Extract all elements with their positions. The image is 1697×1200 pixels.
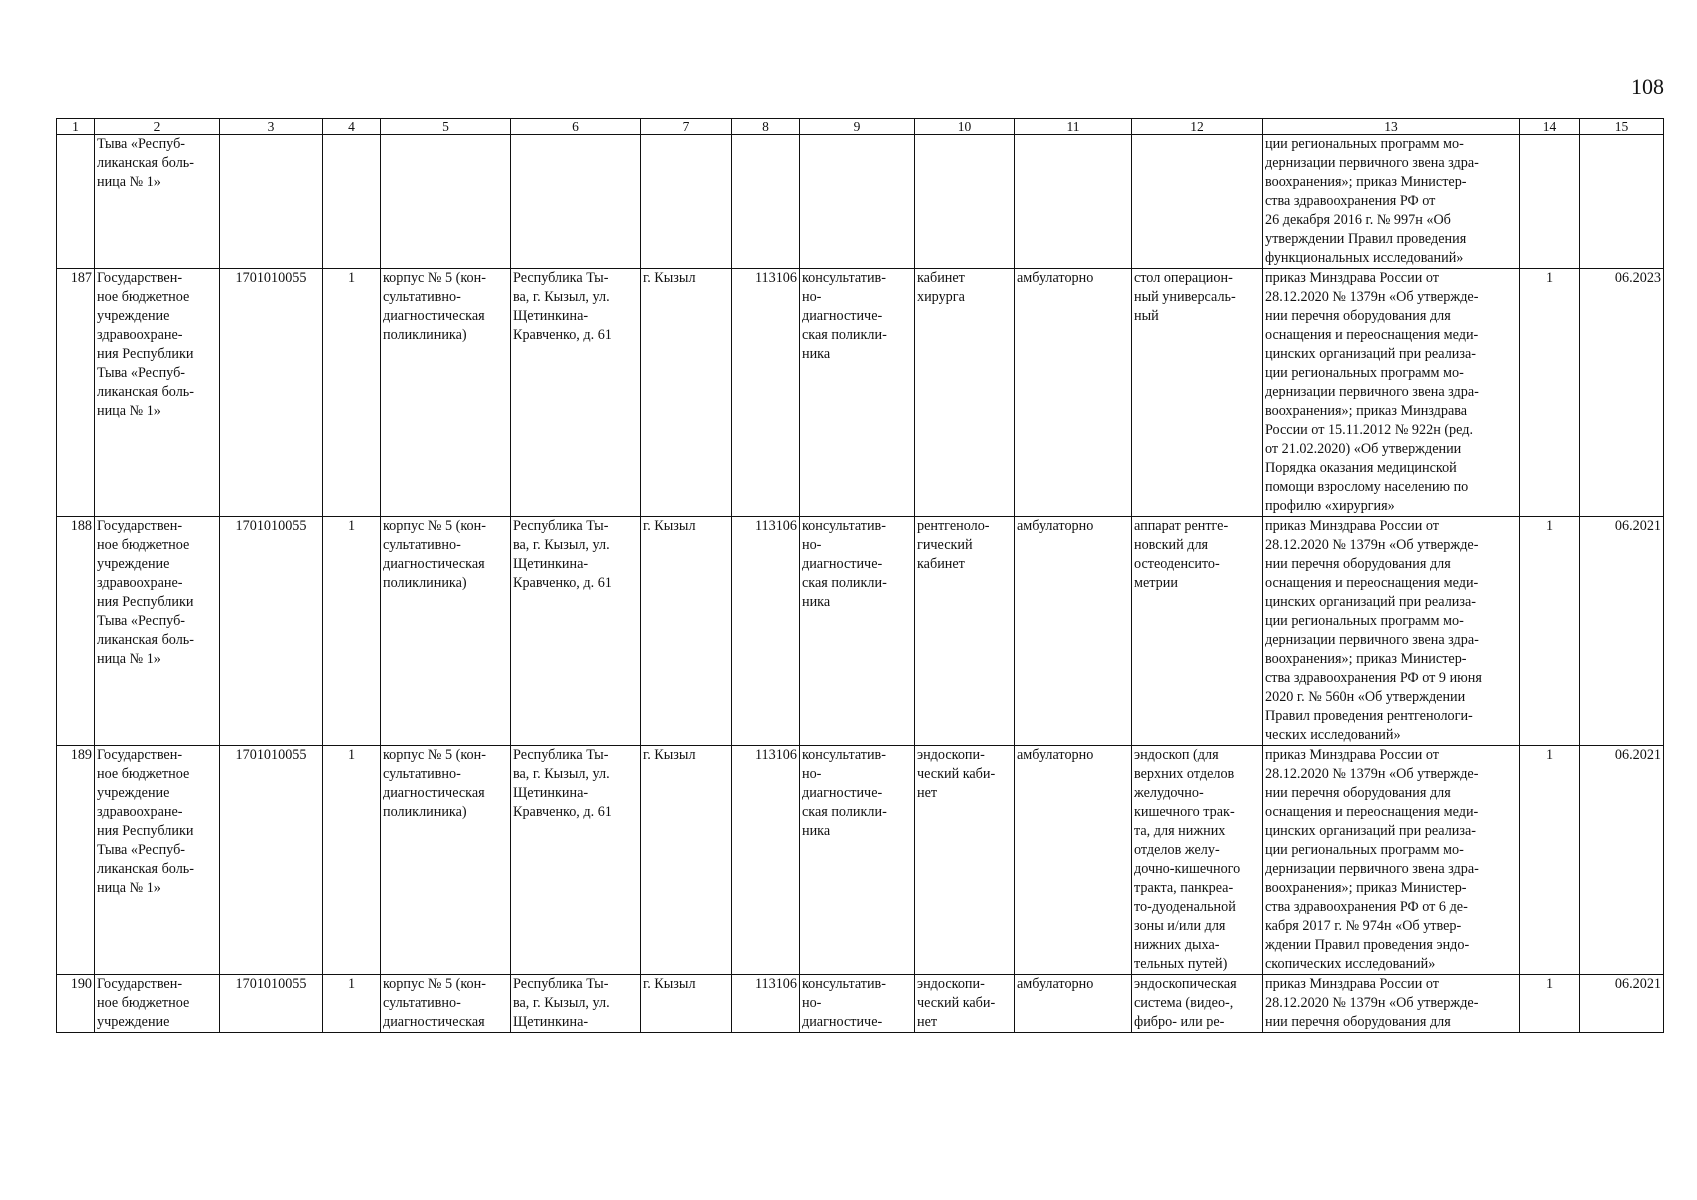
quantity: 1: [1520, 975, 1580, 1033]
department: консультатив- но- диагностиче- ская поликли- ника: [800, 746, 915, 975]
department: [800, 135, 915, 269]
building: корпус № 5 (кон- сультативно- диагностическая поликлиника): [381, 269, 511, 517]
code: 113106: [732, 517, 800, 746]
address: Республика Ты- ва, г. Кызыл, ул. Щетинкина- Кравченко, д. 61: [511, 517, 641, 746]
cabinet: эндоскопи- ческий каби- нет: [915, 975, 1015, 1033]
column-header: 1: [57, 119, 95, 135]
quantity: 1: [1520, 517, 1580, 746]
department: консультатив- но- диагностиче- ская поликли- ника: [800, 517, 915, 746]
organization-name: Государствен- ное бюджетное учреждение здравоохране- ния Республики Тыва «Респуб- ликанская боль- ница № 1»: [95, 269, 220, 517]
quantity: [1520, 135, 1580, 269]
building: корпус № 5 (кон- сультативно- диагностическая: [381, 975, 511, 1033]
row-number: 188: [57, 517, 95, 746]
table-row: [57, 269, 1664, 517]
equipment: эндоскопическая система (видео-, фибро- или ре-: [1132, 975, 1263, 1033]
legal-basis: ции региональных программ мо- дернизации первичного звена здра- воохранения»; приказ Министер- ства здравоохранения РФ от 26 декабря 2016 г. № 997н «Об утверждении Правил проведения функциональных исследований»: [1263, 135, 1520, 269]
organization-name: Государствен- ное бюджетное учреждение: [95, 975, 220, 1033]
cabinet: эндоскопи- ческий каби- нет: [915, 746, 1015, 975]
code: 113106: [732, 975, 800, 1033]
quantity: 1: [1520, 746, 1580, 975]
address: [511, 135, 641, 269]
care-type: амбулаторно: [1015, 269, 1132, 517]
equipment: эндоскоп (для верхних отделов желудочно- кишечного трак- та, для нижних отделов желу- дочно-кишечного тракта, панкреа- то-дуоденальной зоны и/или для нижних дыха- тельных путей): [1132, 746, 1263, 975]
date: [1580, 135, 1664, 269]
code: 113106: [732, 746, 800, 975]
equipment: [1132, 135, 1263, 269]
column-header: 2: [95, 119, 220, 135]
date: 06.2021: [1580, 746, 1664, 975]
care-type: амбулаторно: [1015, 975, 1132, 1033]
page-number: 108: [1631, 74, 1664, 99]
department: консультатив- но- диагностиче-: [800, 975, 915, 1033]
inn: 1701010055: [220, 975, 323, 1033]
care-type: [1015, 135, 1132, 269]
column-number-row: [57, 119, 1664, 135]
column-header: 14: [1520, 119, 1580, 135]
table-row: [57, 135, 1664, 269]
column-header: 7: [641, 119, 732, 135]
city: г. Кызыл: [641, 269, 732, 517]
table-row: [57, 975, 1664, 1033]
city: г. Кызыл: [641, 746, 732, 975]
care-type: амбулаторно: [1015, 517, 1132, 746]
legal-basis: приказ Минздрава России от 28.12.2020 № 1379н «Об утвержде- нии перечня оборудования для оснащения и переоснащения меди- цинских организаций при реализа- ции региональных программ мо- дернизации первичного звена здра- воохранения»; приказ Министер- ства здравоохранения РФ от 6 де- кабря 2017 г. № 974н «Об утвер- ждении Правил проведения эндо- скопических исследований»: [1263, 746, 1520, 975]
equipment-table: [56, 118, 1664, 1033]
cabinet: рентгеноло- гический кабинет: [915, 517, 1015, 746]
column-header: 8: [732, 119, 800, 135]
quantity-building: 1: [323, 746, 381, 975]
column-header: 11: [1015, 119, 1132, 135]
row-number: 189: [57, 746, 95, 975]
row-number: [57, 135, 95, 269]
date: 06.2021: [1580, 517, 1664, 746]
table-row: [57, 517, 1664, 746]
code: [732, 135, 800, 269]
inn: 1701010055: [220, 746, 323, 975]
inn: 1701010055: [220, 269, 323, 517]
organization-name: Государствен- ное бюджетное учреждение здравоохране- ния Республики Тыва «Респуб- ликанская боль- ница № 1»: [95, 746, 220, 975]
column-header: 15: [1580, 119, 1664, 135]
column-header: 10: [915, 119, 1015, 135]
inn: [220, 135, 323, 269]
building: корпус № 5 (кон- сультативно- диагностическая поликлиника): [381, 746, 511, 975]
quantity-building: 1: [323, 517, 381, 746]
quantity: 1: [1520, 269, 1580, 517]
code: 113106: [732, 269, 800, 517]
row-number: 187: [57, 269, 95, 517]
row-number: 190: [57, 975, 95, 1033]
column-header: 12: [1132, 119, 1263, 135]
organization-name: Государствен- ное бюджетное учреждение здравоохране- ния Республики Тыва «Респуб- ликанская боль- ница № 1»: [95, 517, 220, 746]
city: [641, 135, 732, 269]
department: консультатив- но- диагностиче- ская поликли- ника: [800, 269, 915, 517]
date: 06.2023: [1580, 269, 1664, 517]
equipment: стол операцион- ный универсаль- ный: [1132, 269, 1263, 517]
building: [381, 135, 511, 269]
organization-name: Тыва «Респуб- ликанская боль- ница № 1»: [95, 135, 220, 269]
care-type: амбулаторно: [1015, 746, 1132, 975]
city: г. Кызыл: [641, 975, 732, 1033]
legal-basis: приказ Минздрава России от 28.12.2020 № 1379н «Об утвержде- нии перечня оборудования для оснащения и переоснащения меди- цинских организаций при реализа- ции региональных программ мо- дернизации первичного звена здра- воохранения»; приказ Минздрава России от 15.11.2012 № 922н (ред. от 21.02.2020) «Об утверждении Порядка оказания медицинской помощи взрослому населению по профилю «хирургия»: [1263, 269, 1520, 517]
column-header: 3: [220, 119, 323, 135]
table-row: [57, 746, 1664, 975]
address: Республика Ты- ва, г. Кызыл, ул. Щетинкина- Кравченко, д. 61: [511, 269, 641, 517]
inn: 1701010055: [220, 517, 323, 746]
column-header: 4: [323, 119, 381, 135]
legal-basis: приказ Минздрава России от 28.12.2020 № 1379н «Об утвержде- нии перечня оборудования для оснащения и переоснащения меди- цинских организаций при реализа- ции региональных программ мо- дернизации первичного звена здра- воохранения»; приказ Министер- ства здравоохранения РФ от 9 июня 2020 г. № 560н «Об утверждении Правил проведения рентгенологи- ческих исследований»: [1263, 517, 1520, 746]
quantity-building: 1: [323, 975, 381, 1033]
column-header: 9: [800, 119, 915, 135]
quantity-building: 1: [323, 269, 381, 517]
column-header: 6: [511, 119, 641, 135]
date: 06.2021: [1580, 975, 1664, 1033]
cabinet: [915, 135, 1015, 269]
building: корпус № 5 (кон- сультативно- диагностическая поликлиника): [381, 517, 511, 746]
cabinet: кабинет хирурга: [915, 269, 1015, 517]
address: Республика Ты- ва, г. Кызыл, ул. Щетинкина- Кравченко, д. 61: [511, 746, 641, 975]
column-header: 13: [1263, 119, 1520, 135]
quantity-building: [323, 135, 381, 269]
city: г. Кызыл: [641, 517, 732, 746]
address: Республика Ты- ва, г. Кызыл, ул. Щетинкина-: [511, 975, 641, 1033]
legal-basis: приказ Минздрава России от 28.12.2020 № 1379н «Об утвержде- нии перечня оборудования для: [1263, 975, 1520, 1033]
equipment: аппарат рентге- новский для остеоденсито- метрии: [1132, 517, 1263, 746]
column-header: 5: [381, 119, 511, 135]
